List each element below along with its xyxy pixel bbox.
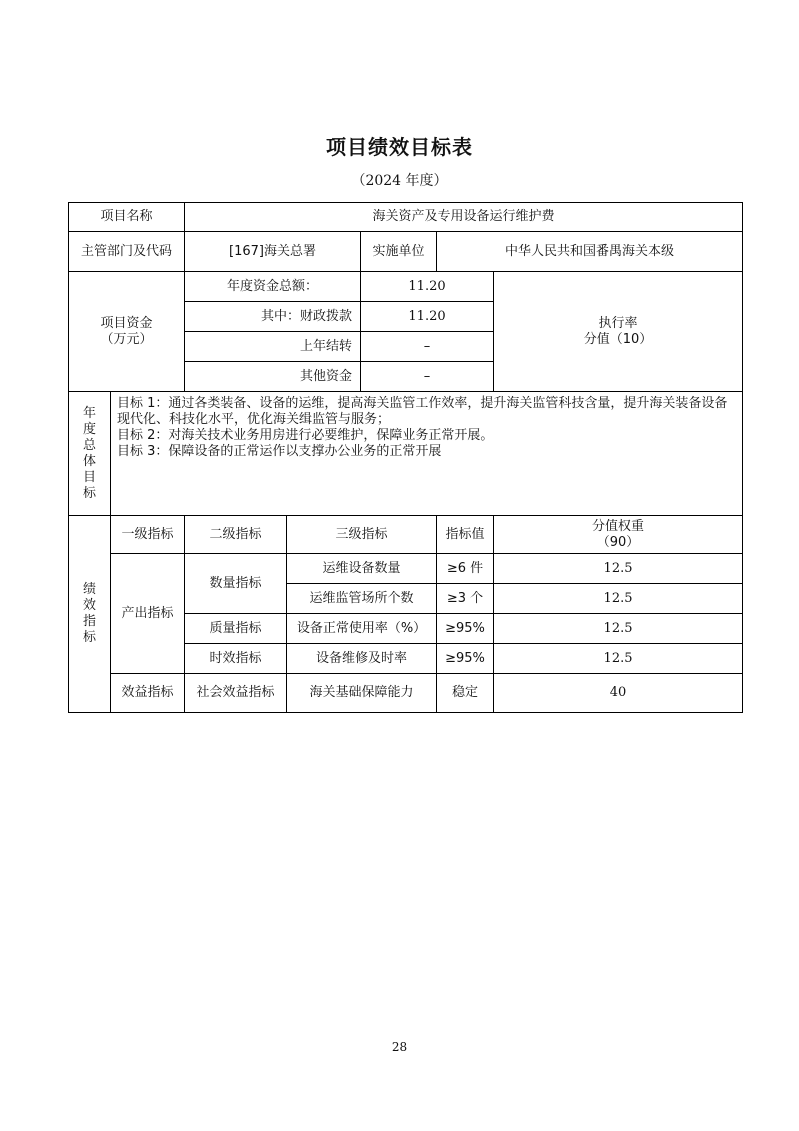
funds-carryover-label: 上年结转 — [185, 332, 361, 362]
indicator-value: ≥6 件 — [437, 554, 494, 584]
indicator-name: 运维设备数量 — [287, 554, 437, 584]
output-indicator-label: 产出指标 — [111, 554, 185, 674]
indicator-value: ≥95% — [437, 644, 494, 674]
indicators-char: 绩 — [82, 582, 96, 597]
impl-label: 实施单位 — [361, 232, 437, 272]
funds-other-label: 其他资金 — [185, 362, 361, 392]
exec-rate-label: 执行率 — [598, 315, 638, 331]
annual-goals-char: 度 — [82, 421, 96, 437]
exec-rate-cell — [494, 272, 743, 392]
indicators-char: 指 — [82, 614, 96, 629]
goal-item: 目标 2：对海关技术业务用房进行必要维护，保障业务正常开展。 — [117, 428, 494, 443]
indicator-value: 稳定 — [437, 674, 494, 713]
indicators-label — [69, 516, 111, 713]
quality-indicator-label: 质量指标 — [185, 614, 287, 644]
header-level3: 三级指标 — [287, 516, 437, 554]
indicator-name: 设备维修及时率 — [287, 644, 437, 674]
annual-goals-char: 总 — [82, 437, 96, 453]
indicator-name: 设备正常使用率（%） — [287, 614, 437, 644]
benefit-indicator-label: 效益指标 — [111, 674, 185, 713]
annual-goals-char: 年 — [82, 405, 96, 421]
header-level2: 二级指标 — [185, 516, 287, 554]
timeliness-indicator-label: 时效指标 — [185, 644, 287, 674]
indicator-weight: 12.5 — [494, 554, 743, 584]
indicator-weight: 12.5 — [494, 614, 743, 644]
table-row — [69, 554, 743, 584]
exec-rate-score: 分值（10） — [583, 331, 653, 347]
funds-total-label: 年度资金总额： — [185, 272, 361, 302]
page-subtitle: （2024 年度） — [351, 173, 448, 189]
funds-label-line2: （万元） — [100, 331, 153, 347]
indicator-name: 运维监管场所个数 — [287, 584, 437, 614]
funds-other-value: – — [361, 362, 494, 392]
indicators-char: 标 — [82, 630, 96, 645]
indicator-weight: 12.5 — [494, 584, 743, 614]
dept-value: [167]海关总署 — [185, 232, 361, 272]
social-indicator-label: 社会效益指标 — [185, 674, 287, 713]
header-level1: 一级指标 — [111, 516, 185, 554]
annual-goals-char: 标 — [82, 485, 96, 501]
project-name-label: 项目名称 — [69, 203, 185, 232]
funds-fiscal-value: 11.20 — [361, 302, 494, 332]
row-project-name — [69, 203, 743, 232]
page-number: 28 — [391, 1040, 408, 1054]
funds-total-value: 11.20 — [361, 272, 494, 302]
goal-item: 目标 3：保障设备的正常运作以支撑办公业务的正常开展 — [117, 444, 442, 459]
annual-goals-text — [111, 392, 743, 516]
project-name-value: 海关资产及专用设备运行维护费 — [185, 203, 743, 232]
funds-carryover-value: – — [361, 332, 494, 362]
dept-label: 主管部门及代码 — [69, 232, 185, 272]
row-annual-goals — [69, 392, 743, 516]
header-weight — [494, 516, 743, 554]
indicator-weight: 40 — [494, 674, 743, 713]
row-indicator-header — [69, 516, 743, 554]
funds-label — [69, 272, 185, 392]
annual-goals-label — [69, 392, 111, 516]
table-row — [69, 674, 743, 713]
indicator-value: ≥3 个 — [437, 584, 494, 614]
indicator-weight: 12.5 — [494, 644, 743, 674]
indicator-name: 海关基础保障能力 — [287, 674, 437, 713]
impl-value: 中华人民共和国番禺海关本级 — [437, 232, 743, 272]
performance-table — [68, 202, 743, 713]
row-department — [69, 232, 743, 272]
indicator-value: ≥95% — [437, 614, 494, 644]
annual-goals-char: 目 — [82, 469, 96, 485]
header-weight-line2: （90） — [596, 534, 640, 550]
funds-label-line1: 项目资金 — [100, 315, 153, 331]
funds-fiscal-label: 其中：财政拨款 — [185, 302, 361, 332]
header-value: 指标值 — [437, 516, 494, 554]
row-funds-total — [69, 272, 743, 302]
header-weight-line1: 分值权重 — [592, 518, 645, 534]
goal-item: 目标 1：通过各类装备、设备的运维，提高海关监管工作效率，提升海关监管科技含量，提升海关装备设备现代化、科技化水平，优化海关缉监管与服务； — [117, 396, 728, 427]
page-title: 项目绩效目标表 — [326, 135, 473, 159]
indicators-char: 效 — [82, 598, 96, 613]
annual-goals-char: 体 — [82, 453, 96, 469]
quantity-indicator-label: 数量指标 — [185, 554, 287, 614]
